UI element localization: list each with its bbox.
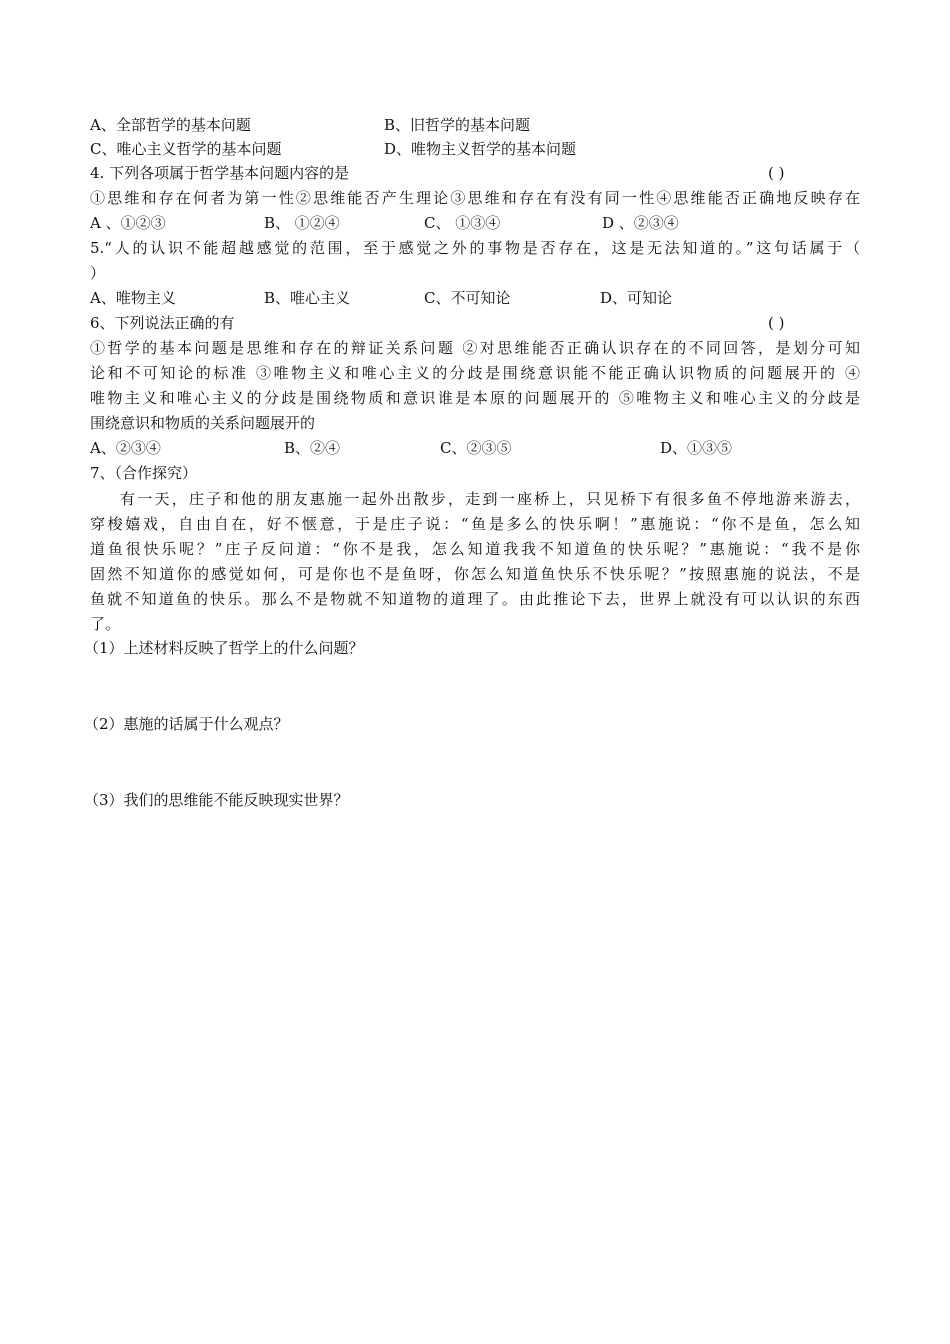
q7-passage-line: 鱼就不知道鱼的快乐。那么不是物就不知道物的道理了。由此推论下去，世界上就没有可以认识的东西 — [90, 590, 860, 608]
q4-option-a: A 、①②③ — [90, 214, 166, 232]
q7-passage-line: 道鱼很快乐呢？”庄子反问道：“你不是我，怎么知道我我不知道鱼的快乐呢？”惠施说：“我不是你 — [90, 540, 860, 558]
q5-option-b: B、唯心主义 — [264, 289, 351, 307]
q7-passage-line: 固然不知道你的感觉如何，可是你也不是鱼呀，你怎么知道鱼快乐不快乐呢？”按照惠施的说法，不是 — [90, 565, 860, 583]
q6-items-line: ①哲学的基本问题是思维和存在的辩证关系问题 ②对思维能否正确认识存在的不同回答，是划分可知 — [90, 339, 860, 357]
q3-option-b: B、旧哲学的基本问题 — [384, 116, 531, 134]
q7-title: 7、（合作探究） — [90, 464, 198, 482]
q6-items-line: 唯物主义和唯心主义的分歧是围绕物质和意识谁是本原的问题展开的 ⑤唯物主义和唯心主义的分歧是 — [90, 389, 860, 407]
q7-subquestion-1: （1）上述材料反映了哲学上的什么问题？ — [84, 639, 364, 657]
q3-option-c: C、唯心主义哲学的基本问题 — [90, 140, 282, 158]
q7-subquestion-3: （3）我们的思维能不能反映现实世界？ — [84, 791, 349, 809]
q3-option-d: D、唯物主义哲学的基本问题 — [384, 140, 577, 158]
q5-stem-line2: ） — [90, 264, 106, 282]
q6-option-d: D、①③⑤ — [660, 439, 733, 457]
q4-answer-bracket: ( ) — [768, 164, 785, 182]
q5-stem-line1: 5.“人的认识不能超越感觉的范围，至于感觉之外的事物是否存在，这是无法知道的。”这句话属于（ — [90, 239, 860, 257]
q5-option-a: A、唯物主义 — [90, 289, 176, 307]
q6-stem: 6、下列说法正确的有 — [90, 314, 235, 332]
q4-items: ①思维和存在何者为第一性②思维能否产生理论③思维和存在有没有同一性④思维能否正确地反映存在 — [90, 189, 860, 207]
q6-answer-bracket: ( ) — [768, 314, 785, 332]
q6-option-c: C、②③⑤ — [440, 439, 512, 457]
q3-option-a: A、全部哲学的基本问题 — [90, 116, 251, 134]
q7-passage-line: 穿梭嬉戏，自由自在，好不惬意，于是庄子说：“鱼是多么的快乐啊！”惠施说：“你不是鱼，怎么知 — [90, 515, 860, 533]
q4-option-b: B、 ①②④ — [264, 214, 340, 232]
q6-option-b: B、②④ — [284, 439, 341, 457]
q4-stem: 4. 下列各项属于哲学基本问题内容的是 — [90, 164, 350, 182]
q5-option-c: C、不可知论 — [424, 289, 511, 307]
q7-passage-line: 了。 — [90, 615, 121, 633]
q6-option-a: A、②③④ — [90, 439, 161, 457]
q6-items-line: 论和不可知论的标准 ③唯物主义和唯心主义的分歧是围绕意识能不能正确认识物质的问题展开的 ④ — [90, 364, 860, 382]
q4-option-d: D 、②③④ — [602, 214, 679, 232]
q5-option-d: D、可知论 — [600, 289, 673, 307]
q7-subquestion-2: （2）惠施的话属于什么观点？ — [84, 715, 289, 733]
q7-passage-line: 有一天，庄子和他的朋友惠施一起外出散步，走到一座桥上，只见桥下有很多鱼不停地游来游去， — [120, 490, 860, 508]
q6-items-line: 围绕意识和物质的关系问题展开的 — [90, 414, 316, 432]
q4-option-c: C、 ①③④ — [424, 214, 501, 232]
